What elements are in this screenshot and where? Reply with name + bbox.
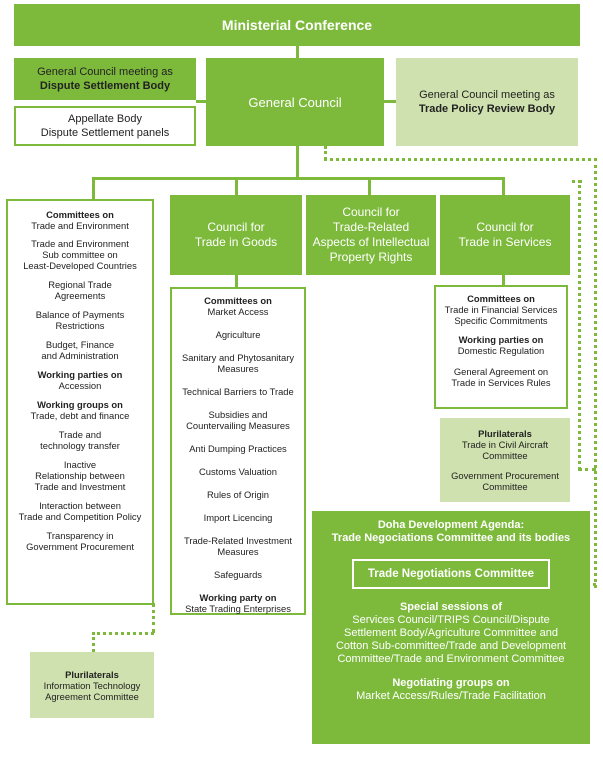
left-i3b: Agreements — [54, 290, 106, 301]
goods-i5b: Countervailing Measures — [186, 420, 290, 431]
left-i2a: Trade and Environment — [31, 238, 129, 249]
plur-aircraft-i2b: Committee — [482, 481, 528, 492]
goods-h1: Committees on — [204, 295, 272, 306]
gc-tprb-line2: Trade Policy Review Body — [418, 103, 556, 115]
plur-aircraft-i2a: Government Procurement — [451, 470, 559, 481]
council-goods-box — [170, 195, 302, 275]
connector-drop-trips — [368, 177, 371, 195]
left-i3a: Regional Trade — [48, 279, 112, 290]
tnc-box — [352, 559, 550, 589]
doha-s4: Committee/Trade and Environment Committee — [337, 653, 565, 665]
plur-aircraft-h: Plurilaterals — [478, 428, 532, 439]
connector-drop-services — [502, 177, 505, 195]
goods-committees-column — [170, 287, 306, 615]
ministerial-conference-box — [14, 4, 580, 46]
left-h1: Committees on — [46, 209, 114, 220]
connector-goods-list — [235, 275, 238, 287]
goods-i10b: Measures — [217, 546, 259, 557]
left-committees-column — [6, 199, 154, 605]
dotted-left-down — [152, 603, 155, 633]
goods-i2: Agriculture — [215, 329, 261, 340]
council-services-line2: Trade in Services — [458, 235, 552, 249]
goods-i1: Market Access — [207, 306, 269, 317]
gc-tprb-box — [396, 58, 578, 146]
services-h1: Committees on — [467, 293, 535, 304]
plurilaterals-it-box — [30, 652, 154, 718]
goods-h2: Working party on — [199, 592, 277, 603]
dotted-right-edge — [594, 158, 597, 588]
plur-it-h: Plurilaterals — [65, 668, 119, 680]
connector-drop-goods — [235, 177, 238, 195]
left-h3: Working groups on — [37, 399, 123, 410]
doha-s3: Cotton Sub-committee/Trade and Development — [335, 640, 567, 652]
goods-i8: Rules of Origin — [206, 489, 269, 500]
doha-h2: Trade Negociations Committee and its bodies — [331, 532, 571, 544]
left-i2b: Sub committee on — [42, 249, 118, 260]
dotted-left-h — [92, 632, 154, 635]
left-i5a: Budget, Finance — [45, 339, 115, 350]
left-i9a: Inactive — [63, 459, 97, 470]
doha-n1: Market Access/Rules/Trade Facilitation — [356, 690, 546, 702]
council-trips-box — [306, 195, 436, 275]
connector-mc-gc — [296, 46, 299, 58]
left-i4a: Balance of Payments — [35, 309, 125, 320]
connector-services-list — [502, 275, 505, 285]
general-council-label: General Council — [248, 94, 342, 110]
plur-it-l1: Information Technology — [43, 679, 141, 691]
goods-i6: Anti Dumping Practices — [189, 443, 287, 454]
services-i3a: General Agreement on — [453, 366, 549, 377]
services-i1a: Trade in Financial Services — [444, 304, 558, 315]
goods-i9: Import Licencing — [203, 512, 273, 523]
services-i3b: Trade in Services Rules — [451, 377, 551, 388]
council-goods-line1: Council for — [207, 220, 265, 234]
goods-i11: Safeguards — [214, 569, 262, 580]
council-trips-line1: Council for — [342, 205, 400, 219]
ministerial-conference-label: Ministerial Conference — [221, 17, 373, 33]
left-i9b: Relationship between — [35, 470, 125, 481]
gc-dsb-box — [14, 58, 196, 100]
dotted-inner-top — [572, 180, 582, 183]
left-i8a: Trade and — [58, 429, 102, 440]
council-trips-line2: Trade-Related — [332, 220, 410, 234]
goods-i7: Customs Valuation — [199, 466, 277, 477]
dotted-left-it — [92, 632, 95, 652]
council-goods-line2: Trade in Goods — [194, 235, 278, 249]
services-h2: Working parties on — [458, 334, 544, 345]
connector-horizontal-bar — [92, 177, 504, 180]
doha-neg-h: Negotiating groups on — [392, 677, 510, 689]
council-trips-line3: Aspects of Intellectual — [312, 235, 430, 249]
dotted-inner-right — [578, 180, 581, 470]
left-i4b: Restrictions — [55, 320, 105, 331]
doha-agenda-box — [312, 511, 590, 744]
left-i5b: and Administration — [41, 350, 119, 361]
tnc-label: Trade Negotiations Committee — [367, 567, 535, 580]
dotted-gc-right — [324, 158, 597, 161]
doha-s1: Services Council/TRIPS Council/Dispute — [352, 614, 550, 626]
gc-tprb-line1: General Council meeting as — [419, 89, 555, 101]
plurilaterals-aircraft-box — [440, 418, 570, 502]
doha-s2: Settlement Body/Agriculture Committee and — [344, 627, 558, 639]
connector-gc-left — [196, 100, 206, 103]
connector-gc-right — [384, 100, 396, 103]
left-i2c: Least-Developed Countries — [23, 260, 137, 271]
goods-i12: State Trading Enterprises — [185, 603, 291, 614]
doha-special-h: Special sessions of — [399, 601, 503, 613]
goods-i3b: Measures — [217, 363, 259, 374]
left-i11a: Transparency in — [46, 530, 114, 541]
doha-h1: Doha Development Agenda: — [377, 519, 525, 531]
connector-drop-left — [92, 177, 95, 199]
goods-i3a: Sanitary and Phytosanitary — [181, 352, 295, 363]
goods-i5a: Subsidies and — [208, 409, 268, 420]
left-i9c: Trade and Investment — [34, 481, 126, 492]
appellate-line2: Dispute Settlement panels — [40, 127, 170, 139]
general-council-box — [206, 58, 384, 146]
left-i6: Accession — [58, 380, 102, 391]
left-i8b: technology transfer — [40, 440, 120, 451]
services-i2: Domestic Regulation — [457, 345, 545, 356]
left-i10b: Trade and Competition Policy — [18, 511, 142, 522]
plur-it-l2: Agreement Committee — [45, 690, 139, 702]
left-i10a: Interaction between — [39, 500, 121, 511]
council-trips-line4: Property Rights — [329, 250, 413, 264]
council-services-line1: Council for — [476, 220, 534, 234]
services-committees-column — [434, 285, 568, 409]
appellate-line1: Appellate Body — [68, 113, 142, 125]
plur-aircraft-i1a: Trade in Civil Aircraft — [461, 439, 549, 450]
appellate-box — [14, 106, 196, 146]
left-h2: Working parties on — [37, 369, 123, 380]
gc-dsb-line1: General Council meeting as — [37, 66, 173, 78]
services-i1b: Specific Commitments — [454, 315, 548, 326]
plur-aircraft-i1b: Committee — [482, 450, 528, 461]
left-i1: Trade and Environment — [31, 220, 129, 231]
goods-i4: Technical Barriers to Trade — [182, 386, 294, 397]
connector-gc-down — [296, 146, 299, 180]
goods-i10a: Trade-Related Investment — [183, 535, 293, 546]
left-i11b: Government Procurement — [26, 541, 134, 552]
council-services-box — [440, 195, 570, 275]
left-i7: Trade, debt and finance — [30, 410, 130, 421]
gc-dsb-line2: Dispute Settlement Body — [39, 80, 171, 92]
